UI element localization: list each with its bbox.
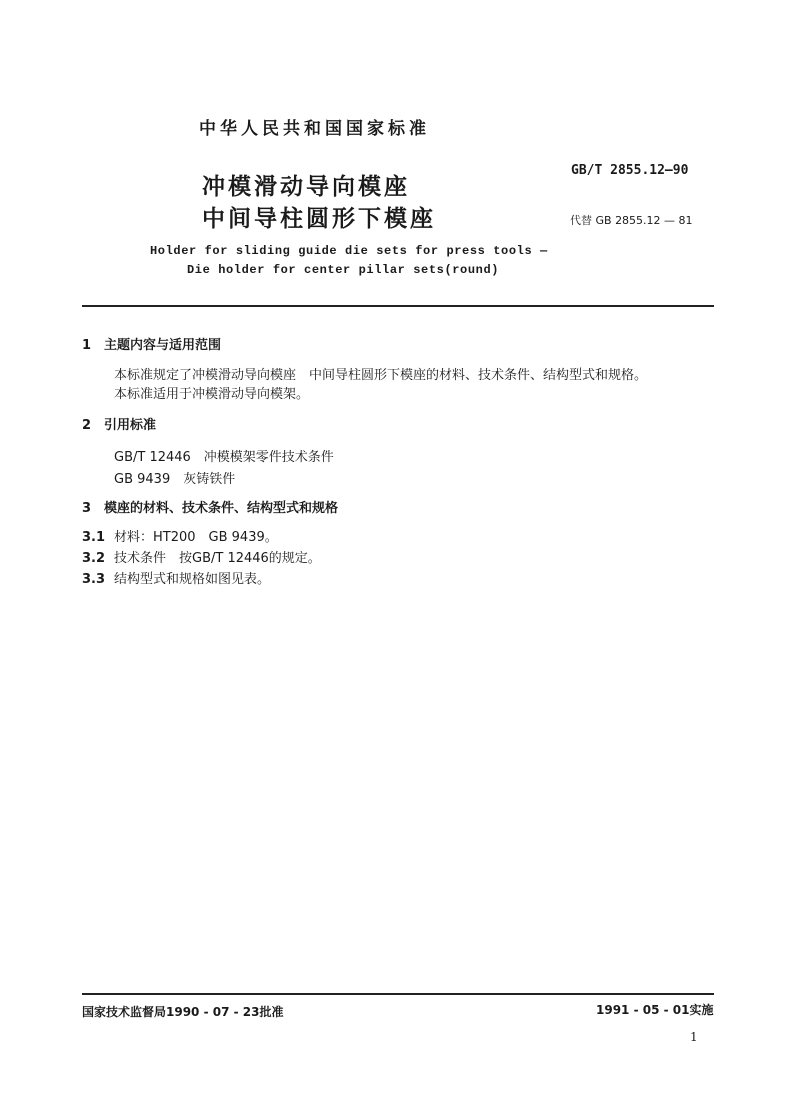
section-1-paragraph-1: 本标准规定了冲模滑动导向模座 中间导柱圆形下模座的材料、技术条件、结构型式和规格。 (114, 368, 648, 383)
section-title: 模座的材料、技术条件、结构型式和规格 (104, 501, 339, 516)
english-title-line-1: Holder for sliding guide die sets for press tools — (150, 244, 548, 258)
header-divider (82, 305, 714, 307)
page-number: 1 (690, 1030, 698, 1044)
section-1-paragraph-2: 本标准适用于冲模滑动导向模架。 (114, 387, 310, 402)
section-1-heading (82, 334, 221, 353)
effective-date: 1991 - 05 - 01实施 (596, 1003, 714, 1017)
approval-date: 国家技术监督局1990 - 07 - 23批准 (82, 1005, 284, 1019)
clause-text: 结构型式和规格如图见表。 (114, 572, 271, 587)
section-3-heading (82, 497, 338, 516)
section-number: 1 (82, 338, 92, 353)
issuing-body: 中华人民共和国国家标准 (199, 119, 430, 139)
footer-divider (82, 993, 714, 995)
title-line-2: 中间导柱圆形下模座 (202, 206, 436, 232)
clause-3-3 (82, 568, 270, 587)
section-number: 2 (82, 418, 92, 433)
standard-number: GB/T 2855.12—90 (571, 163, 689, 178)
clause-text: 技术条件 按GB/T 12446的规定。 (114, 551, 321, 566)
clause-number: 3.1 (82, 530, 106, 545)
section-title: 引用标准 (104, 418, 157, 433)
clause-number: 3.2 (82, 551, 106, 566)
reference-gbt-12446: GB/T 12446 冲模模架零件技术条件 (114, 450, 334, 465)
replaces-standard: 代替 GB 2855.12 — 81 (570, 214, 693, 227)
clause-text: 材料：HT200 GB 9439。 (114, 530, 278, 545)
clause-number: 3.3 (82, 572, 106, 587)
reference-gb-9439: GB 9439 灰铸铁件 (114, 472, 236, 487)
clause-3-2 (82, 547, 321, 566)
section-2-heading (82, 414, 156, 433)
section-number: 3 (82, 501, 92, 516)
section-title: 主题内容与适用范围 (104, 338, 222, 353)
english-title-line-2: Die holder for center pillar sets(round) (187, 263, 500, 277)
clause-3-1 (82, 526, 278, 545)
title-line-1: 冲模滑动导向模座 (202, 174, 410, 200)
